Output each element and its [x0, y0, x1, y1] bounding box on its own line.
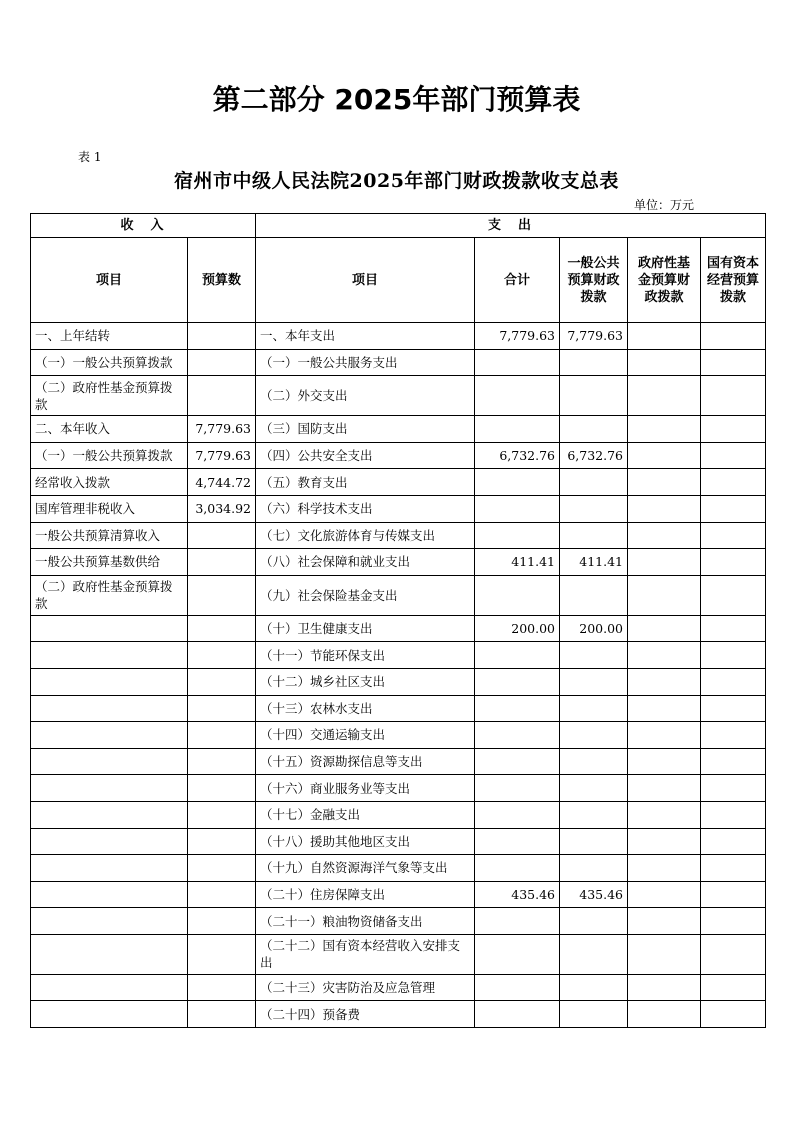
col-general-budget: 一般公共预算财政拨款: [560, 238, 628, 323]
state-capital-cell: [701, 549, 766, 576]
col-income-budget: 预算数: [188, 238, 256, 323]
gov-fund-cell: [628, 642, 701, 669]
table-row: [31, 376, 766, 416]
total-cell: 200.00: [475, 615, 560, 642]
income-item-cell: [31, 801, 188, 828]
income-item-cell: [31, 642, 188, 669]
income-budget-cell: [188, 974, 256, 1001]
income-item-cell: [31, 934, 188, 974]
table-row: [31, 974, 766, 1001]
table-row: [31, 881, 766, 908]
income-item-cell: 二、本年收入: [31, 416, 188, 443]
table-row: [31, 575, 766, 615]
expense-item-cell: （六）科学技术支出: [256, 495, 475, 522]
gov-fund-cell: [628, 376, 701, 416]
general-budget-cell: [560, 722, 628, 749]
gov-fund-cell: [628, 855, 701, 882]
expense-item-cell: （十九）自然资源海洋气象等支出: [256, 855, 475, 882]
expense-item-cell: （八）社会保障和就业支出: [256, 549, 475, 576]
expense-item-cell: （十三）农林水支出: [256, 695, 475, 722]
state-capital-cell: [701, 1001, 766, 1028]
state-capital-cell: [701, 908, 766, 935]
gov-fund-cell: [628, 801, 701, 828]
col-expense-item: 项目: [256, 238, 475, 323]
general-budget-cell: [560, 349, 628, 376]
table-body: [31, 323, 766, 1028]
total-cell: [475, 376, 560, 416]
state-capital-cell: [701, 442, 766, 469]
gov-fund-cell: [628, 615, 701, 642]
gov-fund-cell: [628, 908, 701, 935]
expense-item-cell: （二十）住房保障支出: [256, 881, 475, 908]
income-budget-cell: 4,744.72: [188, 469, 256, 496]
income-item-cell: [31, 828, 188, 855]
general-budget-cell: [560, 642, 628, 669]
income-item-cell: [31, 722, 188, 749]
income-item-cell: 国库管理非税收入: [31, 495, 188, 522]
gov-fund-cell: [628, 668, 701, 695]
income-budget-cell: [188, 642, 256, 669]
gov-fund-cell: [628, 828, 701, 855]
income-item-cell: [31, 775, 188, 802]
col-gov-fund-budget: 政府性基金预算财政拨款: [628, 238, 701, 323]
total-cell: [475, 748, 560, 775]
table-row: [31, 801, 766, 828]
table-row: [31, 908, 766, 935]
income-budget-cell: [188, 1001, 256, 1028]
state-capital-cell: [701, 642, 766, 669]
general-budget-cell: [560, 575, 628, 615]
gov-fund-cell: [628, 974, 701, 1001]
gov-fund-cell: [628, 934, 701, 974]
state-capital-cell: [701, 775, 766, 802]
gov-fund-cell: [628, 349, 701, 376]
state-capital-cell: [701, 416, 766, 443]
table-row: [31, 349, 766, 376]
gov-fund-cell: [628, 522, 701, 549]
general-budget-cell: [560, 908, 628, 935]
expense-item-cell: 一、本年支出: [256, 323, 475, 350]
expense-item-cell: （十六）商业服务业等支出: [256, 775, 475, 802]
total-cell: [475, 416, 560, 443]
total-cell: [475, 642, 560, 669]
expense-item-cell: （七）文化旅游体育与传媒支出: [256, 522, 475, 549]
expense-item-cell: （二十二）国有资本经营收入安排支出: [256, 934, 475, 974]
state-capital-cell: [701, 748, 766, 775]
budget-table: [30, 213, 766, 1028]
table-row: [31, 642, 766, 669]
col-income-item: 项目: [31, 238, 188, 323]
general-budget-cell: [560, 775, 628, 802]
expense-item-cell: （十七）金融支出: [256, 801, 475, 828]
income-budget-cell: [188, 668, 256, 695]
table-row: [31, 748, 766, 775]
expense-item-cell: （二十四）预备费: [256, 1001, 475, 1028]
gov-fund-cell: [628, 416, 701, 443]
state-capital-cell: [701, 469, 766, 496]
total-cell: [475, 775, 560, 802]
table-row: [31, 522, 766, 549]
table-row: [31, 722, 766, 749]
state-capital-cell: [701, 668, 766, 695]
table-row: [31, 416, 766, 443]
state-capital-cell: [701, 575, 766, 615]
gov-fund-cell: [628, 549, 701, 576]
total-cell: [475, 349, 560, 376]
table-row: [31, 1001, 766, 1028]
income-item-cell: [31, 908, 188, 935]
general-budget-cell: [560, 801, 628, 828]
total-cell: [475, 934, 560, 974]
expense-item-cell: （二十一）粮油物资储备支出: [256, 908, 475, 935]
general-budget-cell: [560, 695, 628, 722]
gov-fund-cell: [628, 495, 701, 522]
total-cell: [475, 575, 560, 615]
general-budget-cell: [560, 828, 628, 855]
income-budget-cell: [188, 349, 256, 376]
state-capital-cell: [701, 522, 766, 549]
table-row: [31, 323, 766, 350]
general-budget-cell: [560, 376, 628, 416]
unit-label: 单位：万元: [634, 198, 695, 212]
expense-item-cell: （十五）资源勘探信息等支出: [256, 748, 475, 775]
total-cell: 411.41: [475, 549, 560, 576]
gov-fund-cell: [628, 775, 701, 802]
income-item-cell: [31, 748, 188, 775]
state-capital-cell: [701, 934, 766, 974]
expense-item-cell: （四）公共安全支出: [256, 442, 475, 469]
state-capital-cell: [701, 695, 766, 722]
general-budget-cell: [560, 416, 628, 443]
general-budget-cell: [560, 495, 628, 522]
general-budget-cell: [560, 748, 628, 775]
income-item-cell: [31, 881, 188, 908]
expense-item-cell: （十）卫生健康支出: [256, 615, 475, 642]
income-budget-cell: [188, 855, 256, 882]
total-cell: [475, 828, 560, 855]
income-item-cell: 一般公共预算基数供给: [31, 549, 188, 576]
income-budget-cell: [188, 801, 256, 828]
table-row: [31, 775, 766, 802]
expense-item-cell: （十一）节能环保支出: [256, 642, 475, 669]
general-budget-cell: [560, 934, 628, 974]
total-cell: [475, 722, 560, 749]
income-item-cell: [31, 695, 188, 722]
state-capital-cell: [701, 828, 766, 855]
state-capital-cell: [701, 881, 766, 908]
section-income-header: 收 入: [31, 214, 256, 238]
table-row: [31, 495, 766, 522]
total-cell: [475, 908, 560, 935]
total-cell: [475, 469, 560, 496]
income-item-cell: （二）政府性基金预算拨款: [31, 376, 188, 416]
state-capital-cell: [701, 349, 766, 376]
income-item-cell: （一）一般公共预算拨款: [31, 442, 188, 469]
state-capital-cell: [701, 855, 766, 882]
expense-item-cell: （五）教育支出: [256, 469, 475, 496]
expense-item-cell: （一）一般公共服务支出: [256, 349, 475, 376]
table-row: [31, 828, 766, 855]
expense-item-cell: （十四）交通运输支出: [256, 722, 475, 749]
state-capital-cell: [701, 722, 766, 749]
income-budget-cell: [188, 323, 256, 350]
table-row: [31, 469, 766, 496]
general-budget-cell: 6,732.76: [560, 442, 628, 469]
total-cell: 435.46: [475, 881, 560, 908]
state-capital-cell: [701, 615, 766, 642]
income-item-cell: [31, 668, 188, 695]
total-cell: 7,779.63: [475, 323, 560, 350]
income-budget-cell: [188, 575, 256, 615]
total-cell: [475, 495, 560, 522]
income-budget-cell: [188, 615, 256, 642]
income-item-cell: （一）一般公共预算拨款: [31, 349, 188, 376]
gov-fund-cell: [628, 323, 701, 350]
table-title: 宿州市中级人民法院2025年部门财政拨款收支总表: [174, 170, 619, 192]
total-cell: [475, 1001, 560, 1028]
income-budget-cell: [188, 376, 256, 416]
income-item-cell: （二）政府性基金预算拨款: [31, 575, 188, 615]
income-budget-cell: [188, 828, 256, 855]
general-budget-cell: 435.46: [560, 881, 628, 908]
table-row: [31, 615, 766, 642]
total-cell: [475, 855, 560, 882]
col-total: 合计: [475, 238, 560, 323]
general-budget-cell: 200.00: [560, 615, 628, 642]
total-cell: [475, 695, 560, 722]
page-heading: 第二部分 2025年部门预算表: [212, 83, 581, 116]
general-budget-cell: [560, 974, 628, 1001]
total-cell: [475, 522, 560, 549]
income-item-cell: [31, 615, 188, 642]
income-budget-cell: [188, 775, 256, 802]
expense-item-cell: （九）社会保险基金支出: [256, 575, 475, 615]
income-item-cell: [31, 974, 188, 1001]
income-budget-cell: [188, 748, 256, 775]
expense-item-cell: （十八）援助其他地区支出: [256, 828, 475, 855]
income-budget-cell: [188, 934, 256, 974]
income-item-cell: 经常收入拨款: [31, 469, 188, 496]
gov-fund-cell: [628, 442, 701, 469]
gov-fund-cell: [628, 881, 701, 908]
general-budget-cell: [560, 522, 628, 549]
expense-item-cell: （二十三）灾害防治及应急管理: [256, 974, 475, 1001]
table-row: [31, 668, 766, 695]
general-budget-cell: [560, 668, 628, 695]
gov-fund-cell: [628, 469, 701, 496]
gov-fund-cell: [628, 575, 701, 615]
general-budget-cell: 411.41: [560, 549, 628, 576]
gov-fund-cell: [628, 748, 701, 775]
income-budget-cell: 7,779.63: [188, 442, 256, 469]
table-number: 表 1: [78, 150, 102, 164]
state-capital-cell: [701, 801, 766, 828]
total-cell: [475, 974, 560, 1001]
gov-fund-cell: [628, 1001, 701, 1028]
state-capital-cell: [701, 974, 766, 1001]
income-budget-cell: 3,034.92: [188, 495, 256, 522]
state-capital-cell: [701, 376, 766, 416]
income-budget-cell: [188, 549, 256, 576]
state-capital-cell: [701, 495, 766, 522]
general-budget-cell: [560, 855, 628, 882]
total-cell: [475, 801, 560, 828]
section-expense-header: 支 出: [256, 214, 766, 238]
general-budget-cell: [560, 469, 628, 496]
gov-fund-cell: [628, 722, 701, 749]
income-budget-cell: 7,779.63: [188, 416, 256, 443]
expense-item-cell: （三）国防支出: [256, 416, 475, 443]
col-state-capital-budget: 国有资本经营预算拨款: [701, 238, 766, 323]
expense-item-cell: （十二）城乡社区支出: [256, 668, 475, 695]
table-row: [31, 855, 766, 882]
table-row: [31, 934, 766, 974]
income-item-cell: 一般公共预算清算收入: [31, 522, 188, 549]
state-capital-cell: [701, 323, 766, 350]
total-cell: 6,732.76: [475, 442, 560, 469]
general-budget-cell: [560, 1001, 628, 1028]
table-row: [31, 695, 766, 722]
income-item-cell: [31, 855, 188, 882]
income-budget-cell: [188, 522, 256, 549]
income-item-cell: [31, 1001, 188, 1028]
income-budget-cell: [188, 908, 256, 935]
income-budget-cell: [188, 722, 256, 749]
income-budget-cell: [188, 881, 256, 908]
total-cell: [475, 668, 560, 695]
expense-item-cell: （二）外交支出: [256, 376, 475, 416]
income-budget-cell: [188, 695, 256, 722]
table-row: [31, 549, 766, 576]
income-item-cell: 一、上年结转: [31, 323, 188, 350]
general-budget-cell: 7,779.63: [560, 323, 628, 350]
table-row: [31, 442, 766, 469]
gov-fund-cell: [628, 695, 701, 722]
